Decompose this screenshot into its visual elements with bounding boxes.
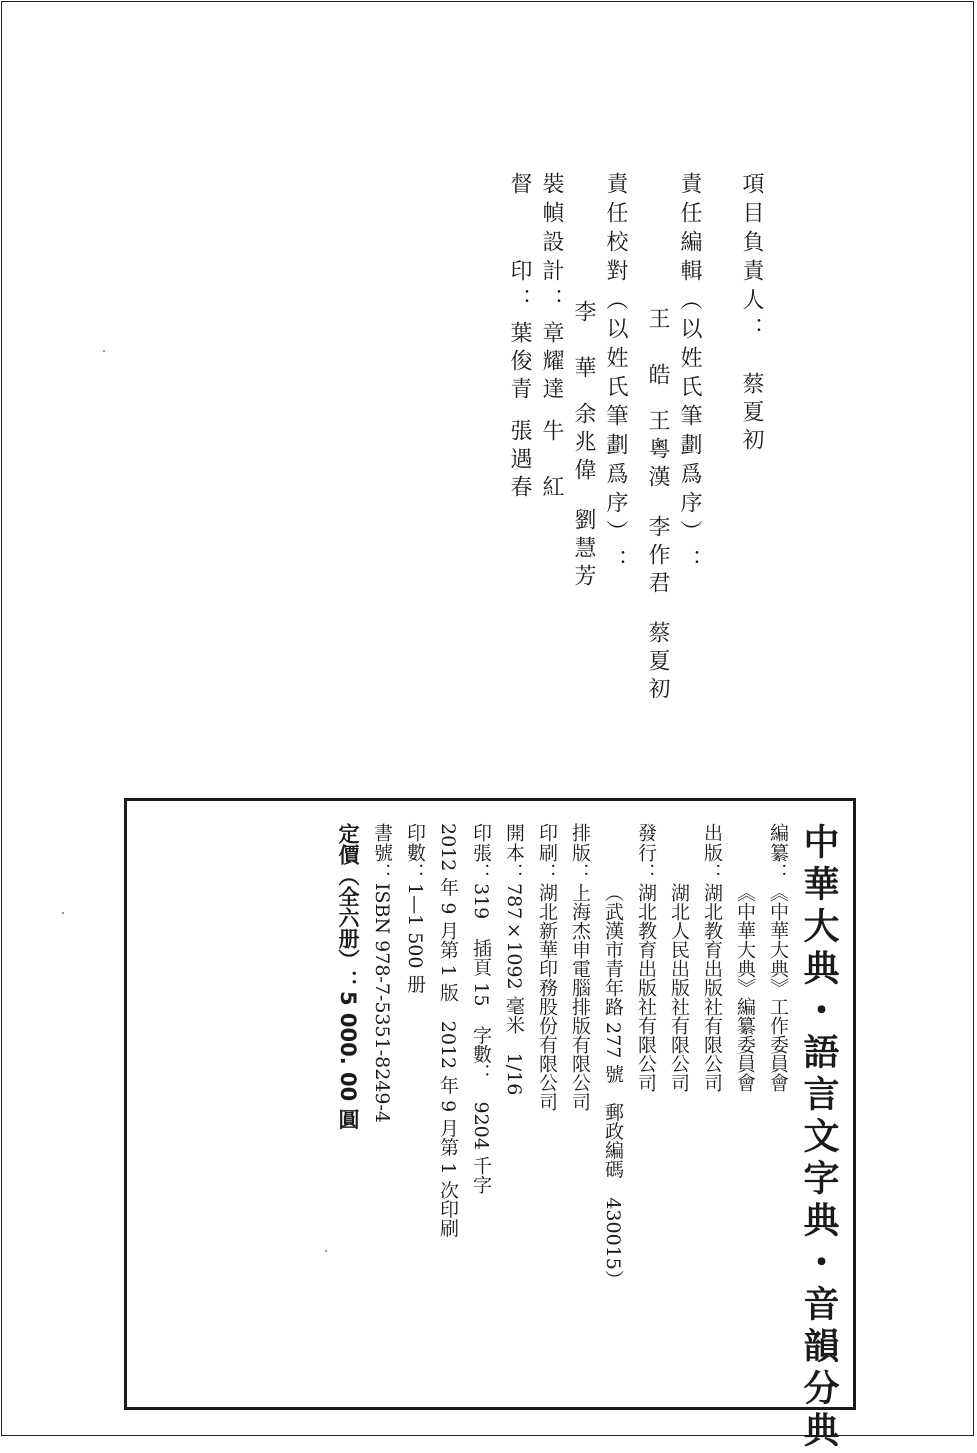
- row-label: 開本：: [503, 823, 525, 883]
- credit-label: 責任校對（以姓氏筆劃爲序）：: [603, 172, 628, 578]
- row-value: 《中華大典》工作委員會: [767, 883, 789, 1092]
- row-value: 湖北人民出版社有限公司: [668, 883, 690, 1092]
- credit-name: 牛 紅: [539, 419, 564, 503]
- credit-name: 王粵漢: [645, 409, 670, 493]
- colophon-row: [697, 823, 727, 1383]
- row-value: ISBN 978-7-5351-8249-4: [371, 883, 393, 1123]
- colophon-box: [124, 798, 856, 1453]
- credit-name: 葉俊青: [507, 321, 532, 405]
- row-label: 印張：: [470, 823, 492, 883]
- price-value: 5 000. 00 圓: [336, 991, 360, 1130]
- scan-speck: [325, 1250, 327, 1252]
- row-label: 書號：: [371, 823, 393, 883]
- colophon-row: [400, 823, 430, 1383]
- row-value: （武漢市青年路 277 號 郵政編碼 430015）: [602, 883, 624, 1289]
- row-label: 出版：: [701, 823, 723, 883]
- colophon-row: [499, 823, 529, 1383]
- credit-project-lead: [735, 172, 767, 732]
- colophon-row: [763, 823, 793, 1383]
- credit-design: [535, 172, 567, 732]
- colophon-row: [532, 823, 562, 1383]
- colophon-row: [730, 823, 760, 1383]
- credit-proofreaders-names: [567, 172, 599, 732]
- credit-editors-names: [641, 172, 673, 732]
- credit-name: 蔡夏初: [739, 372, 764, 456]
- credit-editors-label: [673, 172, 705, 732]
- book-title: 中華大典・語言文字典・音韻分典: [798, 823, 839, 1453]
- scan-speck: [103, 350, 105, 352]
- credit-label: 責任編輯（以姓氏筆劃爲序）：: [677, 172, 702, 578]
- credit-name: 章耀達: [539, 321, 564, 405]
- credit-name: 李 華: [571, 300, 596, 384]
- row-label: 發行：: [635, 823, 657, 883]
- row-value: 1—1 500 册: [404, 883, 426, 994]
- credit-label: 項目負責人：: [739, 172, 764, 346]
- price-label: 定價（全六册）：: [336, 823, 360, 991]
- colophon-content: [326, 823, 843, 1453]
- row-value: 湖北教育出版社有限公司: [635, 883, 657, 1092]
- credit-label: 督 印：: [507, 172, 532, 317]
- colophon-row-address: [598, 823, 628, 1383]
- credit-name: 劉慧芳: [571, 508, 596, 592]
- colophon-row: [565, 823, 595, 1383]
- credit-name: 蔡夏初: [645, 621, 670, 705]
- row-value: 湖北教育出版社有限公司: [701, 883, 723, 1092]
- row-value: 2012 年 9 月第 1 版 2012 年 9 月第 1 次印刷: [437, 823, 459, 1238]
- row-label: 印刷：: [536, 823, 558, 883]
- row-value: 787×1092 毫米 1/16: [503, 883, 525, 1096]
- credit-name: 王 皓: [645, 307, 670, 391]
- credit-name: 李作君: [645, 515, 670, 599]
- credit-supervision: [503, 172, 535, 732]
- colophon-row: [367, 823, 397, 1383]
- row-label: 印數：: [404, 823, 426, 883]
- row-label: 編纂：: [767, 823, 789, 883]
- credits-block: [503, 172, 767, 732]
- row-label: 排版：: [569, 823, 591, 883]
- colophon-row: [631, 823, 661, 1383]
- colophon-row: [664, 823, 694, 1383]
- row-value: 湖北新華印務股份有限公司: [536, 883, 558, 1111]
- colophon-row: [433, 823, 463, 1383]
- colophon-row: [466, 823, 496, 1383]
- credit-name: 張遇春: [507, 419, 532, 503]
- credit-name: 余兆偉: [571, 402, 596, 486]
- row-value: 《中華大典》編纂委員會: [734, 883, 756, 1092]
- row-value: 319 插頁 15 字數： 9204 千字: [470, 883, 492, 1194]
- credit-label: 裝幀設計：: [539, 172, 564, 317]
- credit-proofreaders-label: [599, 172, 631, 732]
- price-row: [332, 823, 364, 1383]
- row-value: 上海杰申電腦排版有限公司: [569, 883, 591, 1111]
- scan-speck: [62, 912, 64, 914]
